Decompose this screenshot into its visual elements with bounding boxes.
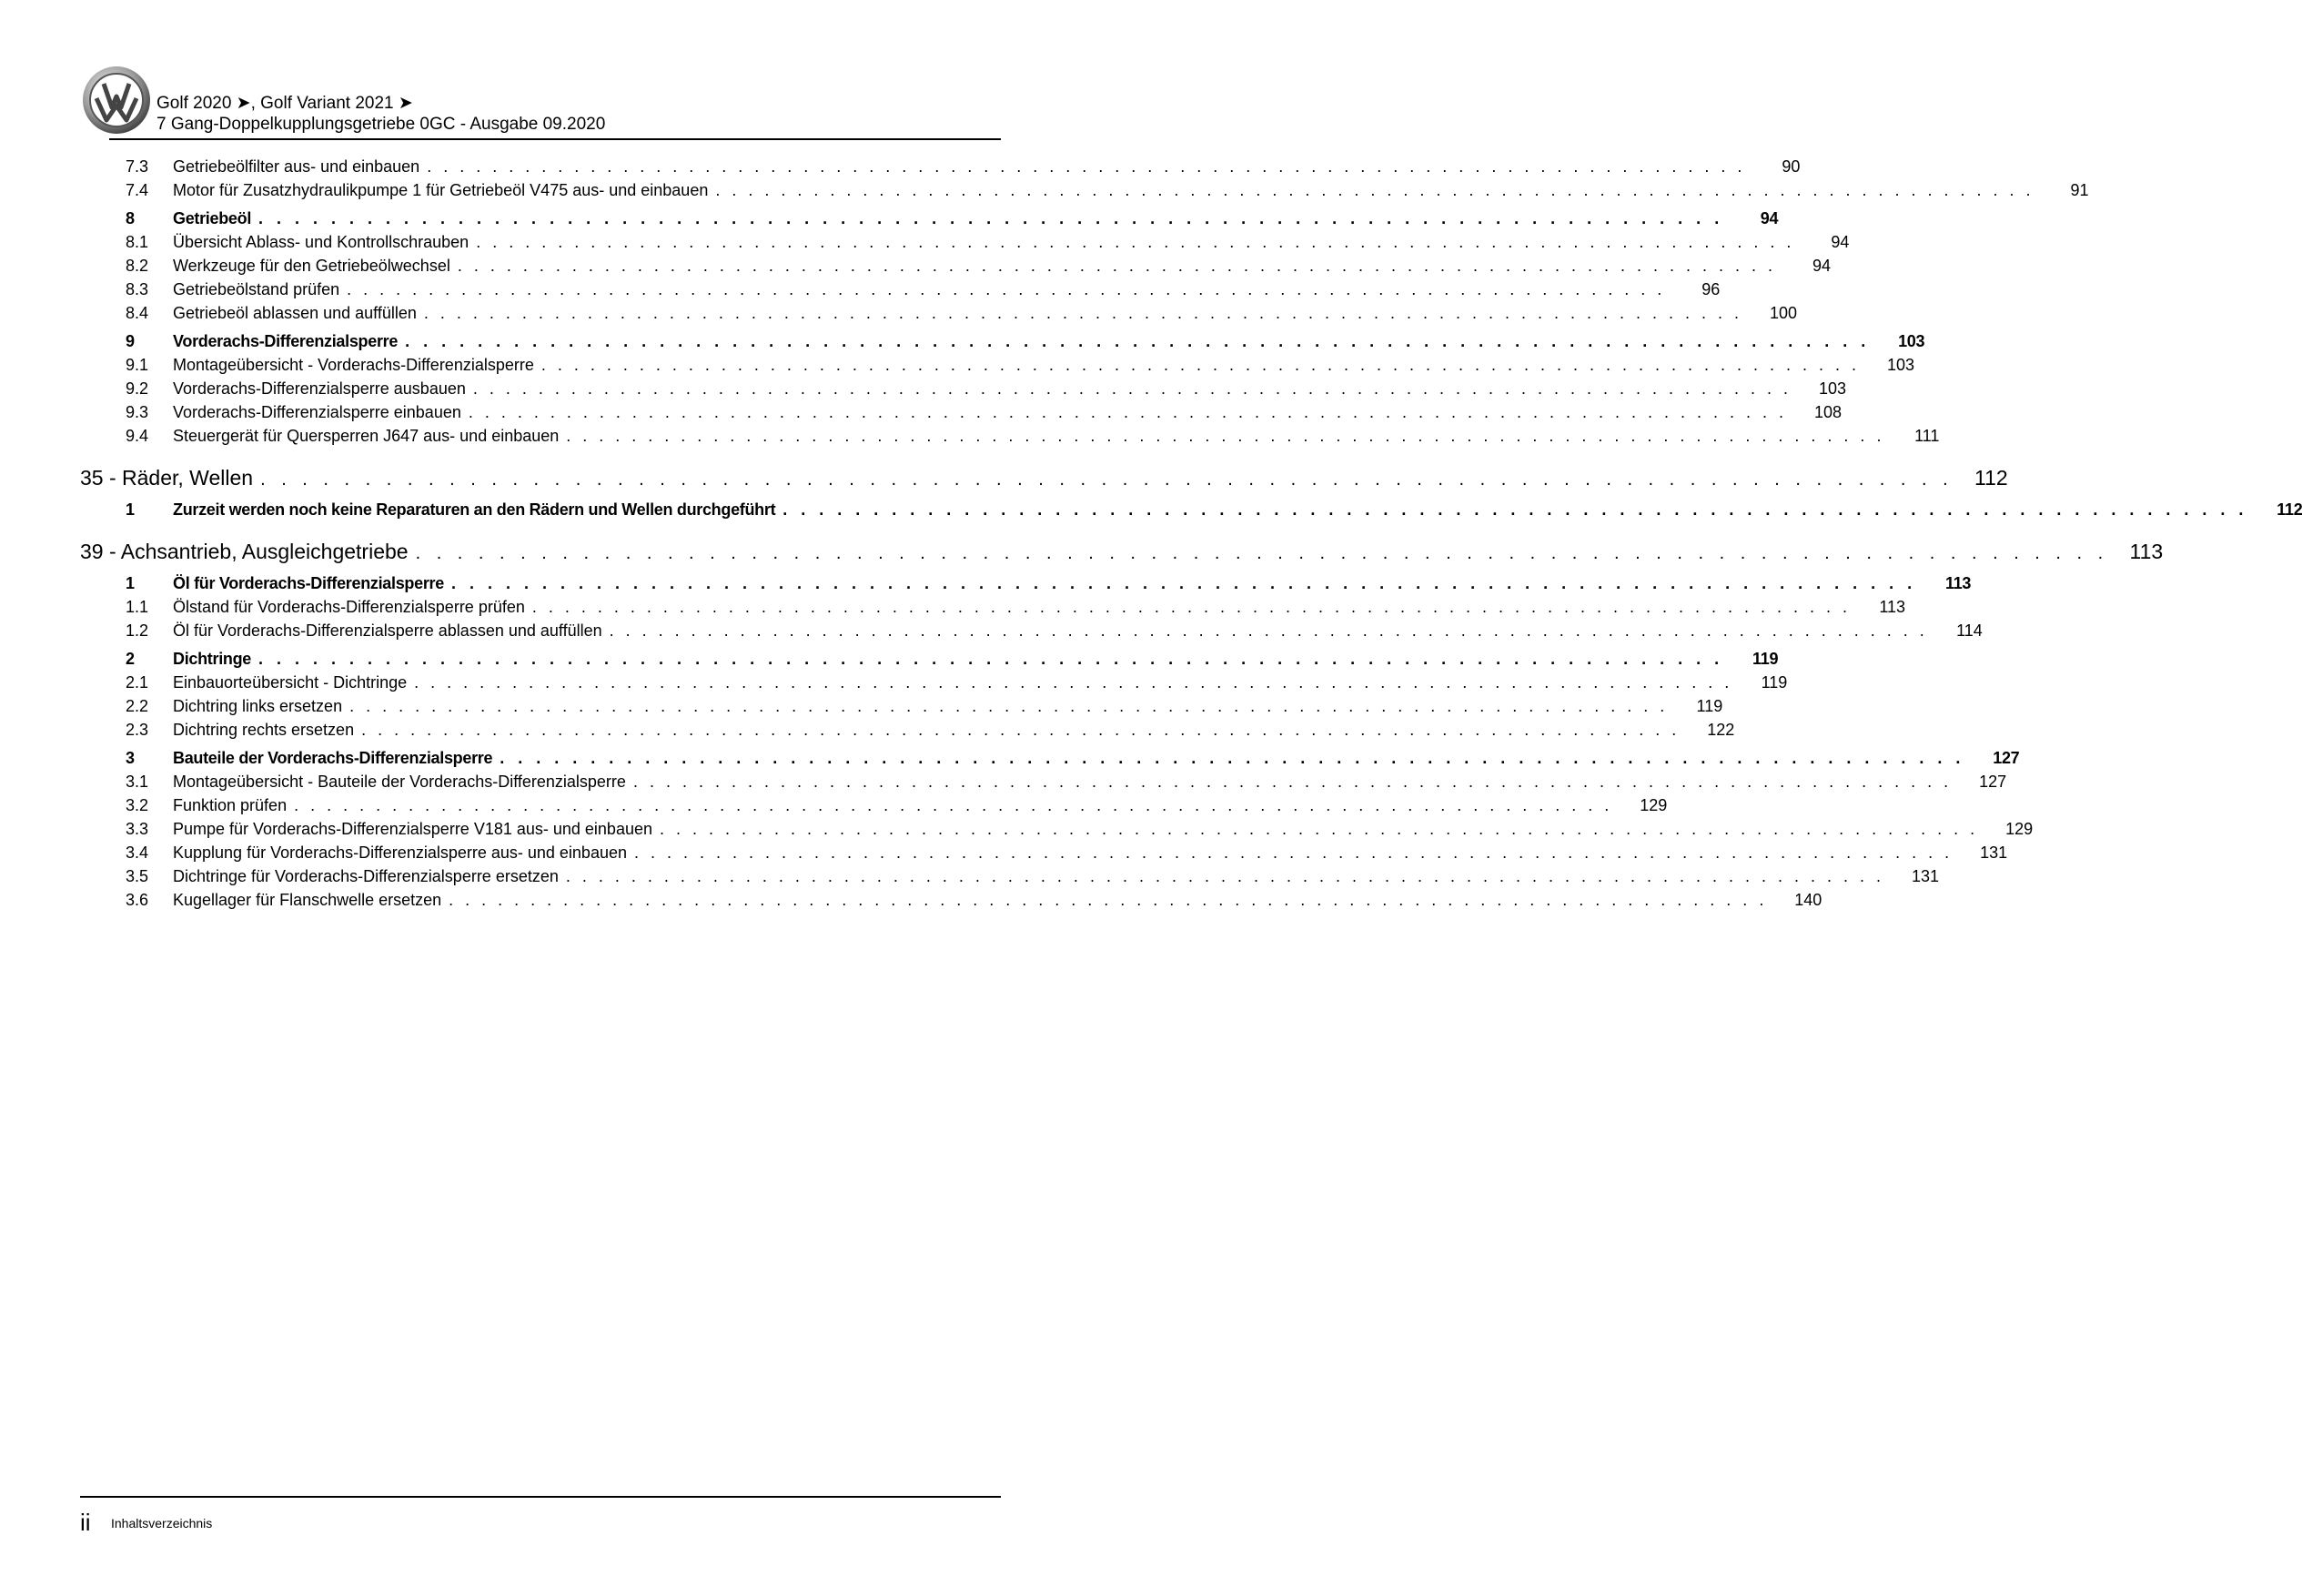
toc-entry-page: 119 [1696, 697, 1723, 715]
toc-entry-title: Getriebeöl [173, 209, 252, 227]
toc-entry-number: 8 [126, 209, 135, 227]
toc-leader-dots: . . . . . . . . . . . . . . . . . . . . . . . . . . . . . . . . . . . . . . . . . . . . . . . . . . . . . . . . . . . . . . . . . . . . . . . . . . . . . . . . . [258, 209, 1724, 227]
toc-leader-dots: . . . . . . . . . . . . . . . . . . . . . . . . . . . . . . . . . . . . . . . . . . . . . . . . . . . . . . . . . . . . . . . . . . . . . . . . . . . . . . . . . [782, 500, 2248, 519]
toc-leader-dots: . . . . . . . . . . . . . . . . . . . . . . . . . . . . . . . . . . . . . . . . . . . . . . . . . . . . . . . . . . . . . . . . . . . . . . . . . . . . . . . . . [361, 721, 1681, 739]
toc-entry-title: Öl für Vorderachs-Differenzialsperre [173, 574, 444, 592]
toc-entry-page: 96 [1701, 280, 1721, 298]
toc-subsection [80, 230, 1850, 254]
toc-subsection [80, 770, 2007, 793]
toc-entry-title: Dichtringe für Vorderachs-Differenzialsperre ersetzen [173, 867, 559, 885]
toc-entry-number: 2.2 [126, 697, 149, 715]
toc-entry-page: 103 [1818, 379, 1847, 398]
toc-entry-title: Vorderachs-Differenzialsperre [173, 332, 399, 350]
toc-leader-dots: . . . . . . . . . . . . . . . . . . . . . . . . . . . . . . . . . . . . . . . . . . . . . . . . . . . . . . . . . . . . . . . . . . . . . . . . . . . . . . . . . [531, 598, 1852, 616]
toc-entry-number: 8.3 [126, 280, 149, 298]
toc-leader-dots: . . . . . . . . . . . . . . . . . . . . . . . . . . . . . . . . . . . . . . . . . . . . . . . . . . . . . . . . . . . . . . . . . . . . . . . . . . . . . . . . . [472, 379, 1792, 398]
toc-entry-page: 100 [1770, 304, 1798, 322]
toc-section [80, 746, 2020, 770]
toc-subsection [80, 424, 1940, 448]
toc-entry-title: Motor für Zusatzhydraulikpumpe 1 für Getriebeöl V475 aus- und einbauen [173, 181, 709, 199]
toc-entry-page: 127 [1993, 749, 2020, 767]
toc-entry-title: Werkzeuge für den Getriebeölwechsel [173, 257, 450, 275]
toc-entry-number: 2 [126, 650, 135, 668]
toc-subsection [80, 718, 1735, 742]
toc-subsection [80, 301, 1798, 325]
toc-entry-number: 8.2 [126, 257, 149, 275]
toc-entry-number: 3.2 [126, 796, 149, 814]
toc-entry-page: 114 [1956, 621, 1983, 640]
toc-leader-dots: . . . . . . . . . . . . . . . . . . . . . . . . . . . . . . . . . . . . . . . . . . . . . . . . . . . . . . . . . . . . . . . . . . . . . . . . . . . . . . . . . [349, 697, 1669, 715]
toc-entry-title: Pumpe für Vorderachs-Differenzialsperre V181 aus- und einbauen [173, 820, 652, 838]
toc-entry-number: 2.1 [126, 673, 149, 692]
toc-entry-number: 8.4 [126, 304, 149, 322]
header-model-line: Golf 2020 ➤, Golf Variant 2021 ➤ [156, 94, 413, 113]
toc-entry-title: Übersicht Ablass- und Kontrollschrauben [173, 233, 469, 251]
toc-entry-number: 1 [126, 500, 135, 519]
toc-entry-number: 9.1 [126, 356, 149, 374]
toc-section [80, 498, 2302, 521]
toc-leader-dots: . . . . . . . . . . . . . . . . . . . . . . . . . . . . . . . . . . . . . . . . . . . . . . . . . . . . . . . . . . . . . . . . . . . . . . . . . . . . . . . . . [609, 621, 1928, 640]
toc-leader-dots: . . . . . . . . . . . . . . . . . . . . . . . . . . . . . . . . . . . . . . . . . . . . . . . . . . . . . . . . . . . . . . . . . . . . . . . . . . . . . . . . . [347, 280, 1666, 298]
toc-entry-title: Dichtring rechts ersetzen [173, 721, 355, 739]
toc-entry-page: 94 [1812, 257, 1832, 275]
toc-subsection [80, 178, 2089, 202]
toc-leader-dots: . . . . . . . . . . . . . . . . . . . . . . . . . . . . . . . . . . . . . . . . . . . . . . . . . . . . . . . . . . . . . . . . . . . . . . . . . . . . . . . . . [468, 403, 1788, 421]
toc-entry-page: 94 [1831, 233, 1850, 251]
toc-entry-page: 111 [1914, 427, 1940, 445]
toc-entry-number: 1 [126, 574, 135, 592]
toc-entry-page: 113 [2129, 540, 2164, 563]
toc-leader-dots: . . . . . . . . . . . . . . . . . . . . . . . . . . . . . . . . . . . . . . . . . . . . . . . . . . . . . . . . . . . . . . . . . . . . . . . . . . . . . . . . . [258, 650, 1724, 668]
toc-leader-dots: . . . . . . . . . . . . . . . . . . . . . . . . . . . . . . . . . . . . . . . . . . . . . . . . . . . . . . . . . . . . . . . . . . . . . . . . . . . . . . . . . [659, 820, 1979, 838]
toc-leader-dots: . . . . . . . . . . . . . . . . . . . . . . . . . . . . . . . . . . . . . . . . . . . . . . . . . . . . . . . . . . . . . . . . . . . . . . . . . . . . . . . . . [500, 749, 1965, 767]
toc-entry-number: 9 [126, 332, 135, 350]
toc-subsection [80, 595, 1906, 619]
toc-entry-page: 90 [1782, 157, 1801, 176]
toc-entry-number: 3 [126, 749, 135, 767]
toc-entry-title: Getriebeölfilter aus- und einbauen [173, 157, 420, 176]
toc-subsection [80, 694, 1723, 718]
toc-leader-dots: . . . . . . . . . . . . . . . . . . . . . . . . . . . . . . . . . . . . . . . . . . . . . . . . . . . . . . . . . . . . . . . . . . . . . . . . . . . . . . . . . [450, 574, 1917, 592]
toc-entry-page: 103 [1887, 356, 1915, 374]
toc-section [80, 571, 1972, 595]
toc-entry-number: 9.4 [126, 427, 149, 445]
toc-subsection [80, 377, 1847, 400]
toc-entry-title: Einbauorteübersicht - Dichtringe [173, 673, 408, 692]
toc-entry-page: 129 [2005, 820, 2034, 838]
toc-subsection [80, 841, 2008, 864]
toc-entry-page: 131 [1912, 867, 1940, 885]
toc-section [80, 647, 1779, 671]
toc-entry-title: Bauteile der Vorderachs-Differenzialsperre [173, 749, 493, 767]
toc-entry-number: 9.2 [126, 379, 149, 398]
toc-entry-page: 131 [1980, 843, 2008, 862]
toc-subsection [80, 400, 1843, 424]
toc-leader-dots: . . . . . . . . . . . . . . . . . . . . . . . . . . . . . . . . . . . . . . . . . . . . . . . . . . . . . . . . . . . . . . . . . . . . . . . . . . . . . . . . . [565, 867, 1885, 885]
toc-subsection [80, 793, 1668, 817]
toc-chapter [80, 536, 2164, 567]
page-footer [80, 1496, 1001, 1536]
toc-entry-page: 127 [1979, 773, 2007, 791]
toc-entry-number: 1.2 [126, 621, 149, 640]
toc-entry-number: 2.3 [126, 721, 149, 739]
toc-entry-number: 9.3 [126, 403, 149, 421]
toc-entry-page: 119 [1752, 650, 1779, 668]
toc-entry-page: 112 [2277, 500, 2302, 519]
toc-leader-dots: . . . . . . . . . . . . . . . . . . . . . . . . . . . . . . . . . . . . . . . . . . . . . . . . . . . . . . . . . . . . . . . . . . . . . . . . . . . . . . . . . [566, 427, 1885, 445]
toc-subsection [80, 817, 2034, 841]
toc-entry-title: Öl für Vorderachs-Differenzialsperre ablassen und auffüllen [173, 621, 602, 640]
toc-entry-page: 113 [1945, 574, 1972, 592]
toc-entry-title: Steuergerät für Quersperren J647 aus- und einbauen [173, 427, 560, 445]
toc-entry-title: Montageübersicht - Vorderachs-Differenzialsperre [173, 356, 534, 374]
toc-entry-number: 3.3 [126, 820, 149, 838]
toc-leader-dots: . . . . . . . . . . . . . . . . . . . . . . . . . . . . . . . . . . . . . . . . . . . . . . . . . . . . . . . . . . . . . . . . . . . . . . . . . . . . . . . . . [715, 181, 2034, 199]
toc-entry-title: Vorderachs-Differenzialsperre einbauen [173, 403, 461, 421]
volkswagen-logo-icon [82, 66, 151, 135]
toc-leader-dots: . . . . . . . . . . . . . . . . . . . . . . . . . . . . . . . . . . . . . . . . . . . . . . . . . . . . . . . . . . . . . . . . . . . . . . . . . . . . . . . . . [260, 470, 1954, 490]
toc-entry-number: 1.1 [126, 598, 149, 616]
toc-leader-dots: . . . . . . . . . . . . . . . . . . . . . . . . . . . . . . . . . . . . . . . . . . . . . . . . . . . . . . . . . . . . . . . . . . . . . . . . . . . . . . . . . [427, 157, 1746, 176]
toc-entry-number: 8.1 [126, 233, 149, 251]
header-manual-title: 7 Gang-Doppelkupplungsgetriebe 0GC - Ausgabe 09.2020 [156, 115, 606, 134]
toc-subsection [80, 254, 1832, 278]
toc-entry-title: Funktion prüfen [173, 796, 288, 814]
toc-subsection [80, 864, 1940, 888]
toc-entry-page: 129 [1640, 796, 1668, 814]
toc-entry-number: 3.1 [126, 773, 149, 791]
page-header [82, 66, 1001, 138]
toc-leader-dots: . . . . . . . . . . . . . . . . . . . . . . . . . . . . . . . . . . . . . . . . . . . . . . . . . . . . . . . . . . . . . . . . . . . . . . . . . . . . . . . . . [632, 773, 1953, 791]
toc-entry-page: 113 [1879, 598, 1906, 616]
toc-entry-page: 91 [2070, 181, 2089, 199]
toc-entry-title: Zurzeit werden noch keine Reparaturen an den Rädern und Wellen durchgeführt [173, 500, 776, 519]
toc-entry-title: Vorderachs-Differenzialsperre ausbauen [173, 379, 466, 398]
toc-entry-number: 3.4 [126, 843, 149, 862]
toc-subsection [80, 671, 1788, 694]
footer-section-label: Inhaltsverzeichnis [111, 1516, 213, 1530]
toc-entry-title: 39 - Achsantrieb, Ausgleichgetriebe [80, 540, 409, 563]
toc-entry-title: Kupplung für Vorderachs-Differenzialsperre aus- und einbauen [173, 843, 627, 862]
toc-entry-number: 3.6 [126, 891, 149, 909]
toc-entry-title: 35 - Räder, Wellen [80, 466, 254, 490]
toc-entry-title: Getriebeölstand prüfen [173, 280, 340, 298]
toc-entry-number: 7.4 [126, 181, 149, 199]
toc-leader-dots: . . . . . . . . . . . . . . . . . . . . . . . . . . . . . . . . . . . . . . . . . . . . . . . . . . . . . . . . . . . . . . . . . . . . . . . . . . . . . . . . . [540, 356, 1861, 374]
toc-subsection [80, 353, 1915, 377]
toc-leader-dots: . . . . . . . . . . . . . . . . . . . . . . . . . . . . . . . . . . . . . . . . . . . . . . . . . . . . . . . . . . . . . . . . . . . . . . . . . . . . . . . . . [423, 304, 1743, 322]
toc-entry-title: Ölstand für Vorderachs-Differenzialsperre prüfen [173, 598, 525, 616]
toc-section [80, 329, 1925, 353]
toc-leader-dots: . . . . . . . . . . . . . . . . . . . . . . . . . . . . . . . . . . . . . . . . . . . . . . . . . . . . . . . . . . . . . . . . . . . . . . . . . . . . . . . . . [405, 332, 1871, 350]
footer-divider [80, 1496, 1001, 1498]
toc-entry-title: Dichtringe [173, 650, 252, 668]
toc-entry-page: 112 [1974, 466, 2008, 490]
toc-subsection [80, 619, 1983, 642]
toc-entry-number: 3.5 [126, 867, 149, 885]
toc-entry-page: 140 [1794, 891, 1822, 909]
toc-entry-page: 122 [1707, 721, 1735, 739]
toc-subsection [80, 278, 1721, 301]
toc-subsection [80, 888, 1822, 912]
footer-page-number: ii [80, 1509, 91, 1536]
header-divider [109, 138, 1001, 140]
toc-leader-dots: . . . . . . . . . . . . . . . . . . . . . . . . . . . . . . . . . . . . . . . . . . . . . . . . . . . . . . . . . . . . . . . . . . . . . . . . . . . . . . . . . [633, 843, 1954, 862]
toc-leader-dots: . . . . . . . . . . . . . . . . . . . . . . . . . . . . . . . . . . . . . . . . . . . . . . . . . . . . . . . . . . . . . . . . . . . . . . . . . . . . . . . . . [414, 673, 1733, 692]
toc-leader-dots: . . . . . . . . . . . . . . . . . . . . . . . . . . . . . . . . . . . . . . . . . . . . . . . . . . . . . . . . . . . . . . . . . . . . . . . . . . . . . . . . . [476, 233, 1795, 251]
toc-leader-dots: . . . . . . . . . . . . . . . . . . . . . . . . . . . . . . . . . . . . . . . . . . . . . . . . . . . . . . . . . . . . . . . . . . . . . . . . . . . . . . . . . [294, 796, 1613, 814]
toc-entry-page: 108 [1813, 403, 1843, 421]
toc-entry-page: 94 [1760, 209, 1779, 227]
toc-entry-title: Montageübersicht - Bauteile der Vorderachs-Differenzialsperre [173, 773, 626, 791]
toc-section [80, 207, 1779, 230]
toc-entry-page: 103 [1898, 332, 1925, 350]
table-of-contents [80, 155, 2302, 912]
toc-leader-dots: . . . . . . . . . . . . . . . . . . . . . . . . . . . . . . . . . . . . . . . . . . . . . . . . . . . . . . . . . . . . . . . . . . . . . . . . . . . . . . . . . [457, 257, 1777, 275]
toc-leader-dots: . . . . . . . . . . . . . . . . . . . . . . . . . . . . . . . . . . . . . . . . . . . . . . . . . . . . . . . . . . . . . . . . . . . . . . . . . . . . . . . . . [415, 543, 2109, 563]
toc-entry-title: Dichtring links ersetzen [173, 697, 343, 715]
toc-entry-title: Getriebeöl ablassen und auffüllen [173, 304, 417, 322]
toc-subsection [80, 155, 1801, 178]
toc-leader-dots: . . . . . . . . . . . . . . . . . . . . . . . . . . . . . . . . . . . . . . . . . . . . . . . . . . . . . . . . . . . . . . . . . . . . . . . . . . . . . . . . . [449, 891, 1768, 909]
toc-entry-page: 119 [1761, 673, 1788, 692]
toc-chapter [80, 462, 2008, 493]
toc-entry-number: 7.3 [126, 157, 149, 176]
toc-entry-title: Kugellager für Flanschwelle ersetzen [173, 891, 442, 909]
